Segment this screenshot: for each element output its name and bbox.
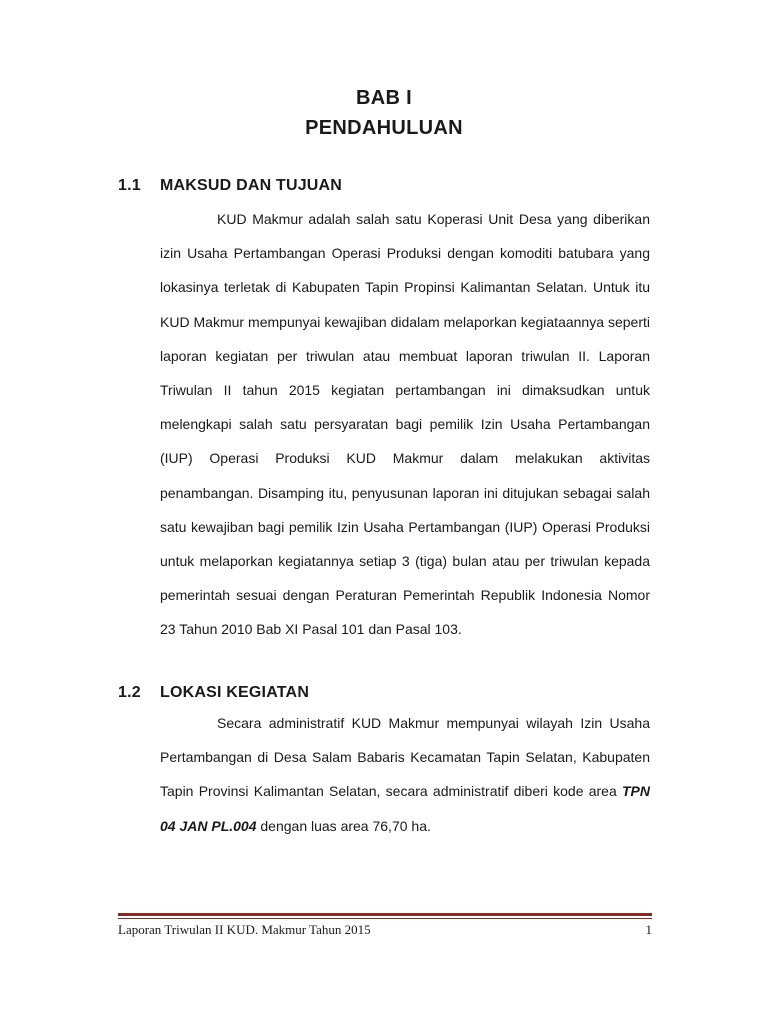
section-paragraph [160,706,650,843]
section-number: 1.2 [118,684,141,701]
page-number: 1 [645,922,652,937]
chapter-label: BAB I [356,87,412,109]
paragraph-text: dengan luas area 76,70 ha. [260,817,431,834]
section-title: MAKSUD DAN TUJUAN [160,177,343,194]
section-heading-maksud [118,176,342,196]
footer-text: Laporan Triwulan II KUD. Makmur Tahun 2015 [118,922,371,937]
section-heading-lokasi [118,683,309,703]
paragraph-text: Secara administratif KUD Makmur mempunyai wilayah Izin Usaha Pertambangan di Desa Salam Babaris Kecamatan Tapin Selatan, Kabupaten Tapin Provinsi Kalimantan Selatan, secara administratif diberi kode area [160,715,650,800]
section-number: 1.1 [118,177,141,194]
chapter-title: PENDAHULUAN [305,117,463,139]
footer-divider [118,913,652,916]
section-paragraph: KUD Makmur adalah salah satu Koperasi Unit Desa yang diberikan izin Usaha Pertambangan Operasi Produksi dengan komoditi batubara yang lokasinya terletak di Kabupaten Tapin Propinsi Kalimantan Selatan. Untuk itu KUD Makmur mempunyai kewajiban didalam melaporkan kegiataannya seperti laporan kegiatan per triwulan atau membuat laporan triwulan II. Laporan Triwulan II tahun 2015 kegiatan pertambangan ini dimaksudkan untuk melengkapi salah satu persyaratan bagi pemilik Izin Usaha Pertambangan (IUP) Operasi Produksi KUD Makmur dalam melakukan aktivitas penambangan. Disamping itu, penyusunan laporan ini ditujukan sebagai salah satu kewajiban bagi pemilik Izin Usaha Pertambangan (IUP) Operasi Produksi untuk melaporkan kegiatannya setiap 3 (tiga) bulan atau per triwulan kepada pemerintah sesuai dengan Peraturan Pemerintah Republik Indonesia Nomor 23 Tahun 2010 Bab XI Pasal 101 dan Pasal 103. [160,211,650,638]
footer-divider-thin [118,918,652,919]
area-code: TPN 04 JAN PL.004 [160,783,650,834]
section-title: LOKASI KEGIATAN [160,684,310,701]
